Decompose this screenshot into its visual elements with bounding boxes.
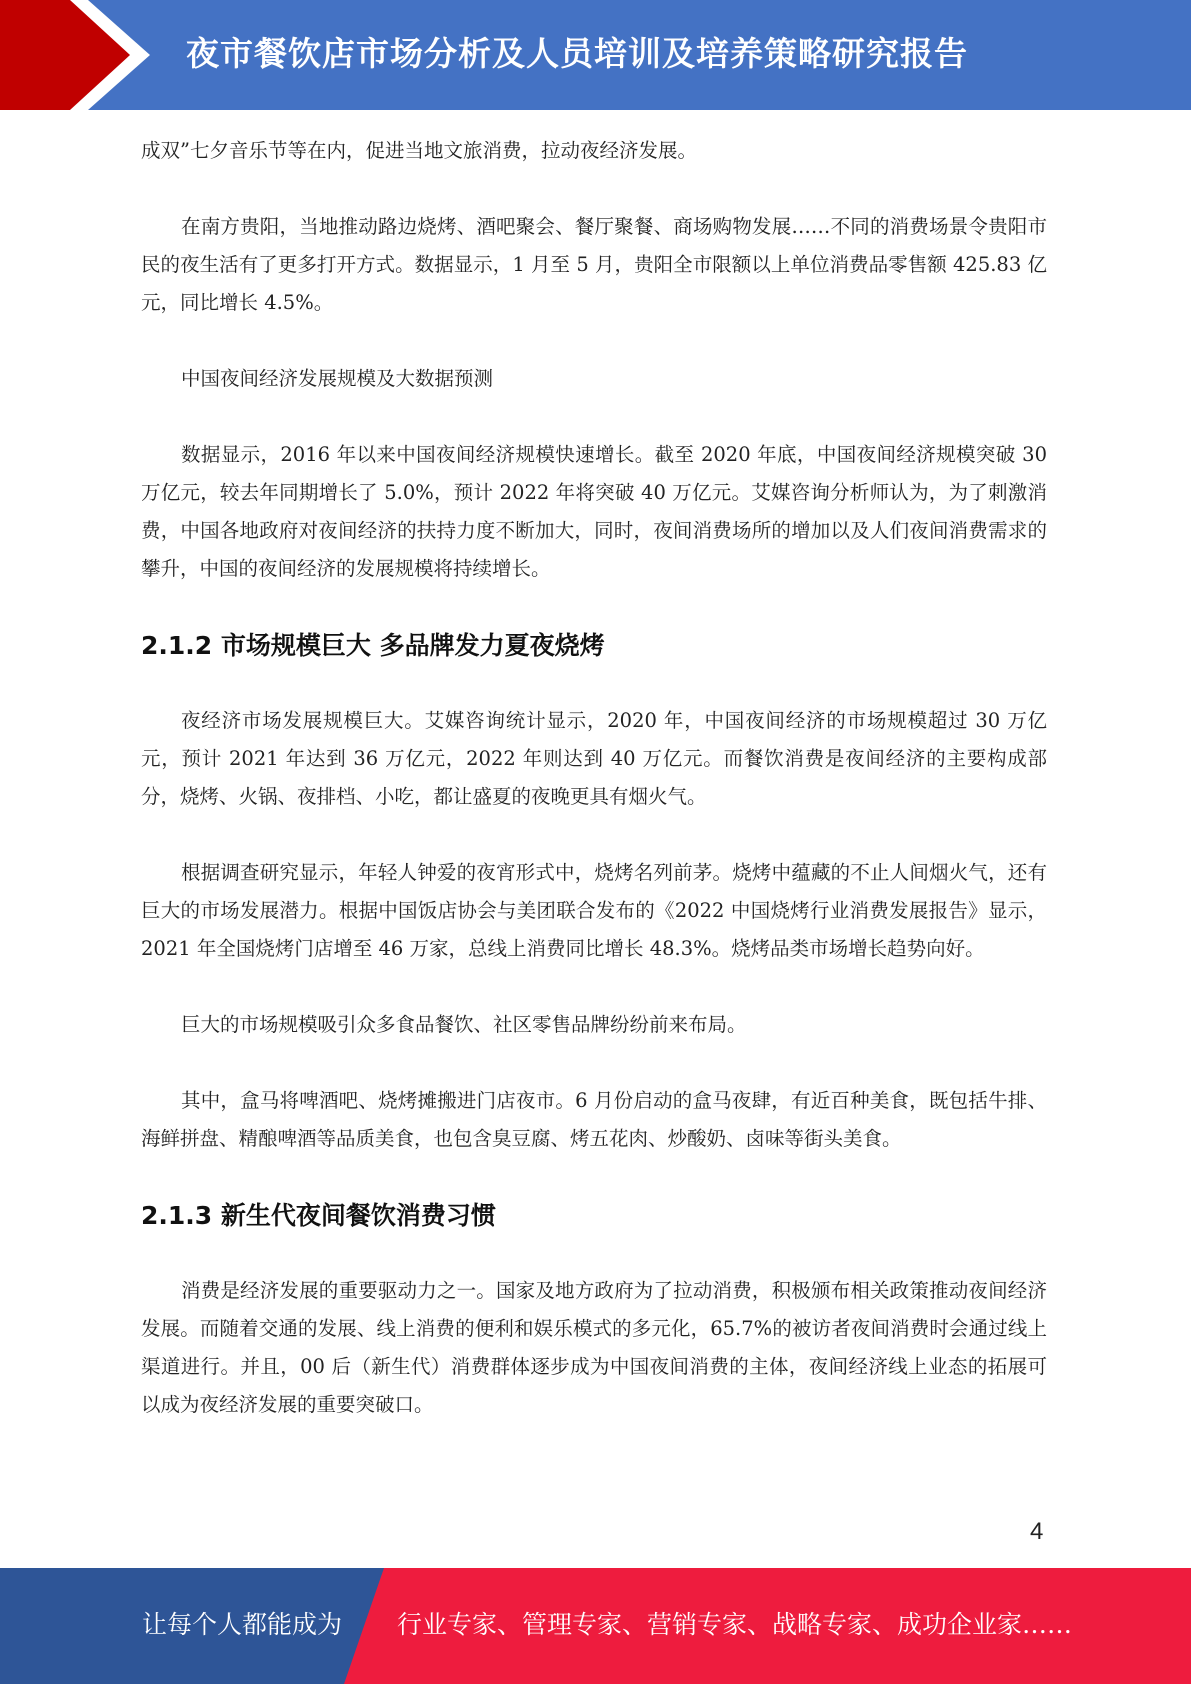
footer-slogan-left: 让每个人都能成为: [142, 1610, 343, 1639]
page-header: [0, 0, 1191, 110]
header-chevron-decoration: [0, 0, 160, 110]
paragraph: 其中，盒马将啤酒吧、烧烤摊搬进门店夜市。6 月份启动的盒马夜肆，有近百种美食，既包括牛排、海鲜拼盘、精酿啤酒等品质美食，也包含臭豆腐、烤五花肉、炒酸奶、卤味等街头美食。: [141, 1089, 1047, 1150]
header-title: 夜市餐饮店市场分析及人员培训及培养策略研究报告: [186, 34, 968, 73]
paragraph: 根据调查研究显示，年轻人钟爱的夜宵形式中，烧烤名列前茅。烧烤中蕴藏的不止人间烟火气，还有巨大的市场发展潜力。根据中国饭店协会与美团联合发布的《2022 中国烧烤行业消费发展报告》显示，2021 年全国烧烤门店增至 46 万家，总线上消费同比增长 48.3%。烧烤品类市场增长趋势向好。: [141, 861, 1047, 960]
paragraph: 中国夜间经济发展规模及大数据预测: [181, 367, 494, 390]
footer-slogan-right: 行业专家、管理专家、营销专家、战略专家、成功企业家……: [397, 1610, 1073, 1639]
document-body: [141, 132, 1047, 1462]
page-number: 4: [1030, 1518, 1044, 1545]
paragraph: 在南方贵阳，当地推动路边烧烤、酒吧聚会、餐厅聚餐、商场购物发展……不同的消费场景令贵阳市民的夜生活有了更多打开方式。数据显示，1 月至 5 月，贵阳全市限额以上单位消费品零售额 425.83 亿元，同比增长 4.5%。: [141, 215, 1047, 314]
paragraph: 数据显示，2016 年以来中国夜间经济规模快速增长。截至 2020 年底，中国夜间经济规模突破 30 万亿元，较去年同期增长了 5.0%，预计 2022 年将突破 40 万亿元。艾媒咨询分析师认为，为了刺激消费，中国各地政府对夜间经济的扶持力度不断加大，同时，夜间消费场所的增加以及人们夜间消费需求的攀升，中国的夜间经济的发展规模将持续增长。: [141, 443, 1047, 580]
page-footer: [0, 1568, 1191, 1684]
section-heading: 2.1.2 市场规模巨大 多品牌发力夏夜烧烤: [141, 631, 605, 660]
paragraph: 消费是经济发展的重要驱动力之一。国家及地方政府为了拉动消费，积极颁布相关政策推动夜间经济发展。而随着交通的发展、线上消费的便利和娱乐模式的多元化，65.7%的被访者夜间消费时会通过线上渠道进行。并且，00 后（新生代）消费群体逐步成为中国夜间消费的主体，夜间经济线上业态的拓展可以成为夜经济发展的重要突破口。: [141, 1279, 1047, 1416]
section-heading: 2.1.3 新生代夜间餐饮消费习惯: [141, 1201, 496, 1230]
paragraph: 成双”七夕音乐节等在内，促进当地文旅消费，拉动夜经济发展。: [141, 139, 697, 162]
paragraph: 巨大的市场规模吸引众多食品餐饮、社区零售品牌纷纷前来布局。: [181, 1013, 747, 1036]
paragraph: 夜经济市场发展规模巨大。艾媒咨询统计显示，2020 年，中国夜间经济的市场规模超过 30 万亿元，预计 2021 年达到 36 万亿元，2022 年则达到 40 万亿元。而餐饮消费是夜间经济的主要构成部分，烧烤、火锅、夜排档、小吃，都让盛夏的夜晚更具有烟火气。: [141, 709, 1047, 808]
